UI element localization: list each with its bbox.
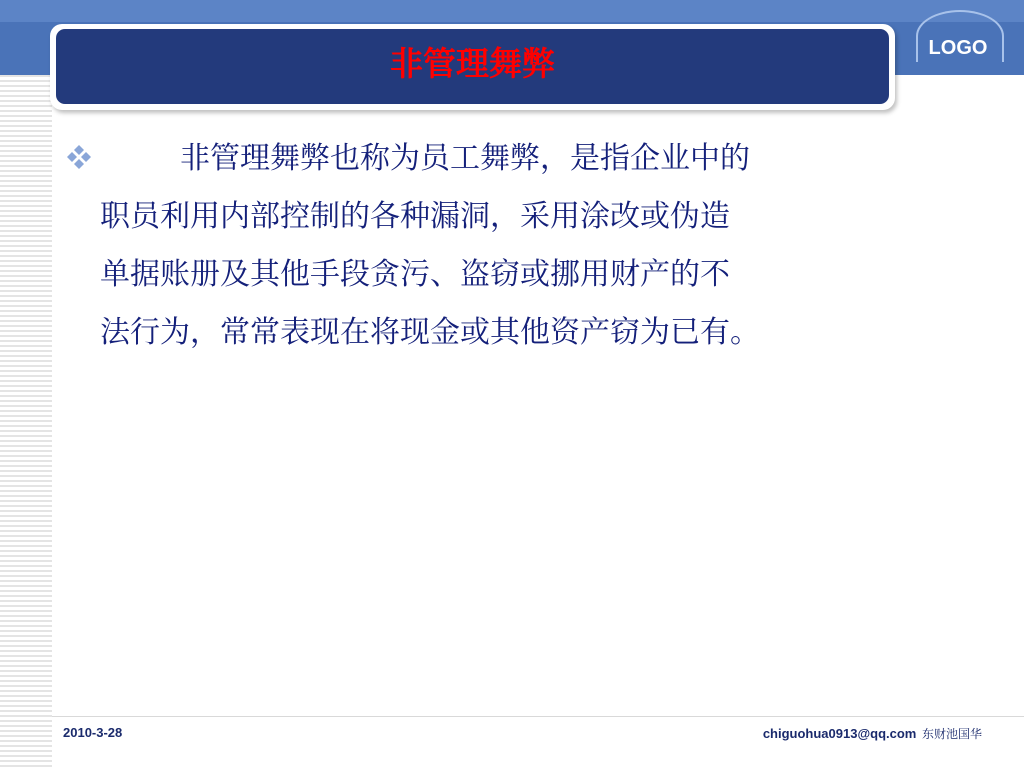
left-stripe-decoration (0, 75, 52, 768)
footer-email: chiguohua0913@qq.com (762, 726, 917, 741)
footer-date: 2010-3-28 (63, 725, 123, 740)
footer-author: 东财池国华 (921, 727, 982, 741)
body-line: 非管理舞弊也称为员工舞弊，是指企业中的 (180, 141, 750, 176)
footer-credit (763, 725, 982, 742)
header-band-highlight (0, 0, 1024, 22)
footer-divider (52, 716, 1024, 717)
body-line: 法行为，常常表现在将现金或其他资产窃为已有。 (100, 315, 760, 350)
body-paragraph (100, 130, 980, 362)
body-line: 职员利用内部控制的各种漏洞，采用涂改或伪造 (100, 199, 730, 234)
body-line: 单据账册及其他手段贪污、盗窃或挪用财产的不 (100, 257, 730, 292)
diamond-bullet-icon (65, 143, 93, 171)
slide-title: 非管理舞弊 (390, 44, 555, 83)
logo-text: LOGO (928, 37, 988, 59)
logo (908, 10, 1008, 70)
